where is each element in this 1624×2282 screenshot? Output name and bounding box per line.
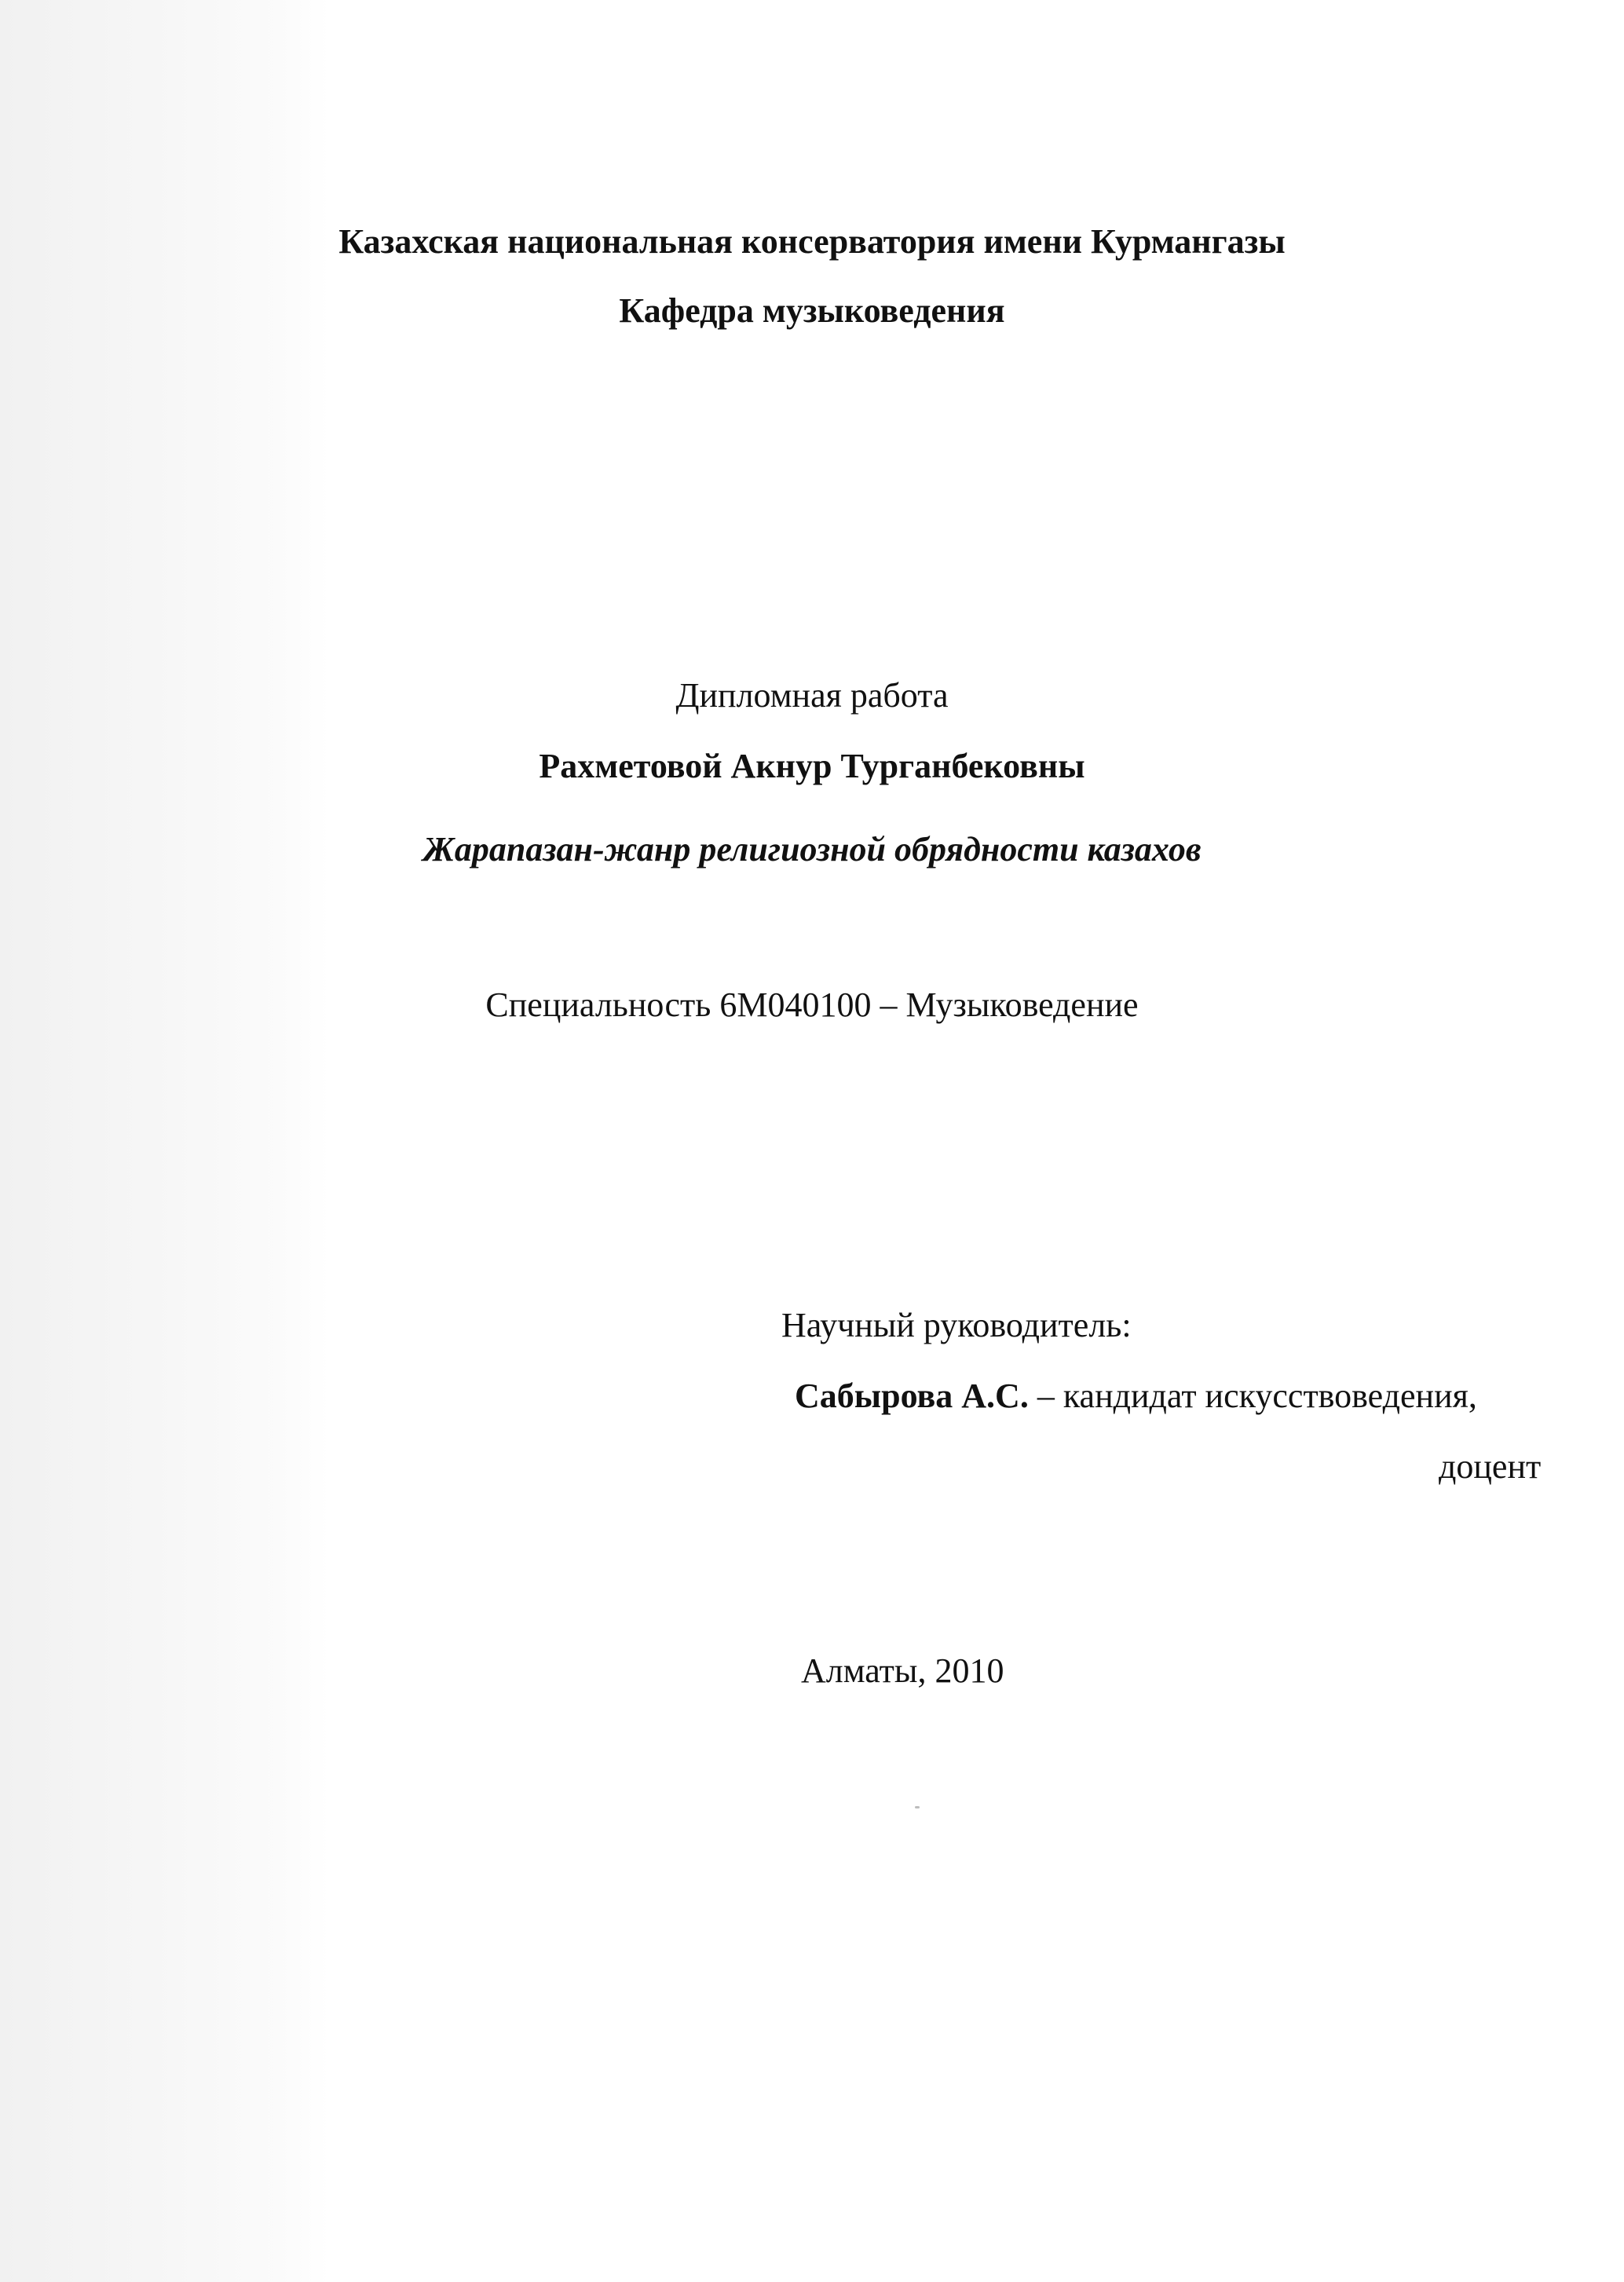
thesis-specialty: Специальность 6М040100 – Музыковедение <box>485 986 1139 1024</box>
supervisor-rank: доцент <box>1439 1447 1542 1486</box>
supervisor-degree: – кандидат искусствоведения, <box>1028 1377 1477 1415</box>
supervisor-line <box>795 1376 1477 1417</box>
institution-name: Казахская национальная консерватория имени Курмангазы <box>338 222 1286 261</box>
scan-speck <box>915 1806 920 1808</box>
thesis-author: Рахметовой Акнур Турганбековны <box>539 747 1085 785</box>
department-name: Кафедра музыковедения <box>619 291 1005 330</box>
supervisor-label: Научный руководитель: <box>781 1306 1132 1344</box>
thesis-type: Дипломная работа <box>675 676 949 715</box>
place-year: Алматы, 2010 <box>801 1651 1004 1690</box>
scan-edge-shadow <box>0 0 330 2282</box>
thesis-title: Жарапазан-жанр религиозной обрядности казахов <box>422 830 1202 869</box>
supervisor-name: Сабырова А.С. <box>795 1377 1029 1415</box>
